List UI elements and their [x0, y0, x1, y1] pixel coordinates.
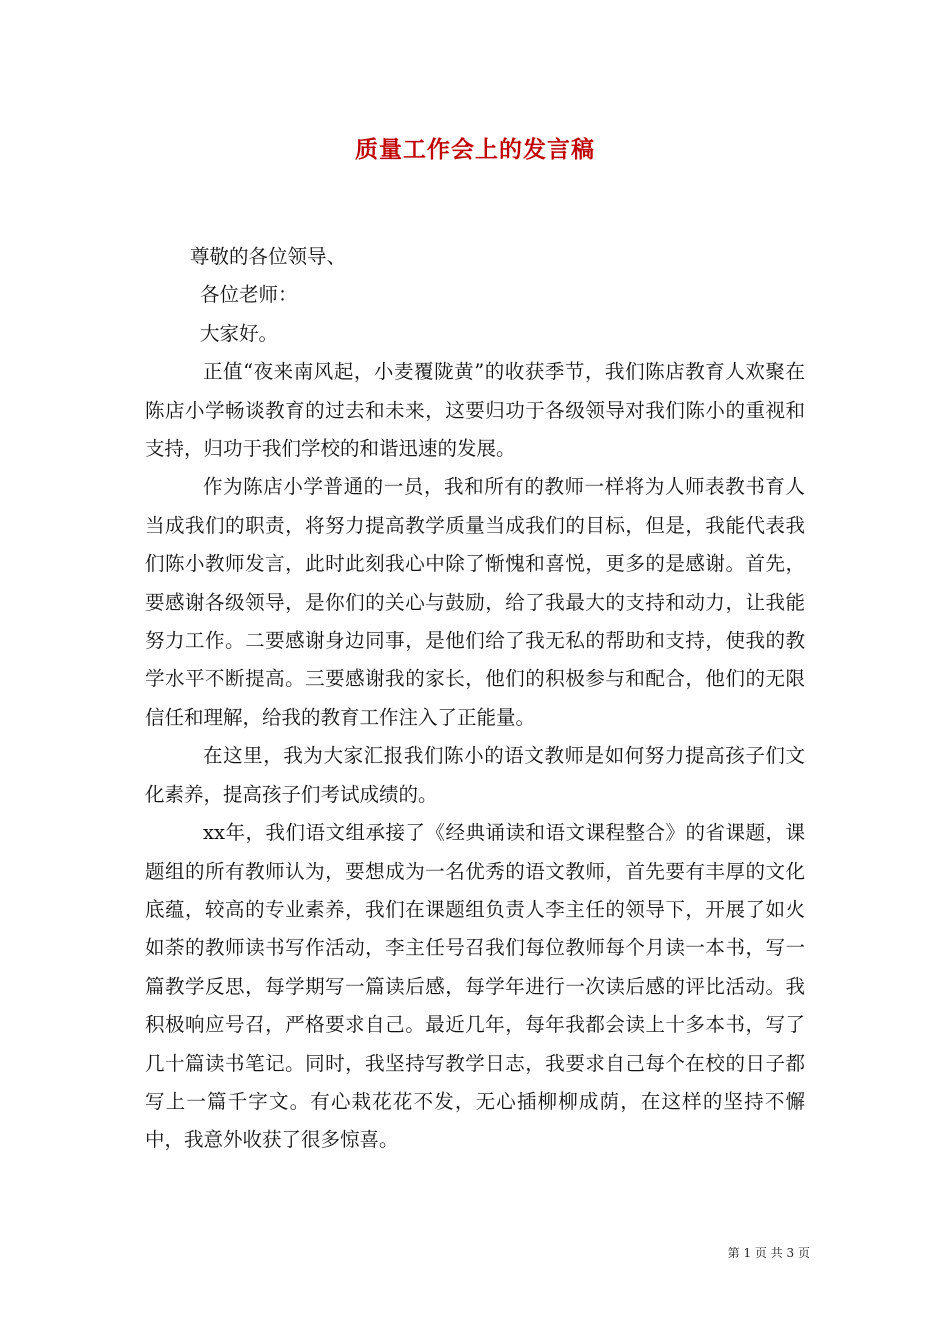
paragraph: xx年，我们语文组承接了《经典诵读和语文课程整合》的省课题，课题组的所有教师认为，要想成为一名优秀的语文教师，首先要有丰厚的文化底蕴，较高的专业素养，我们在课题组负责人李主任的领导下，开展了如火如荼的教师读书写作活动，李主任号召我们每位教师每个月读一本书，写一篇教学反思，每学期写一篇读后感，每学年进行一次读后感的评比活动。我积极响应号召，严格要求自己。最近几年，每年我都会读上十多本书，写了几十篇读书笔记。同时，我坚持写教学日志，我要求自己每个在校的日子都写上一篇千字文。有心栽花花不发，无心插柳柳成荫，在这样的坚持不懈中，我意外收获了很多惊喜。 — [145, 821, 805, 1152]
document-title: 质量工作会上的发言稿 — [355, 136, 595, 163]
paragraph: 正值“夜来南风起，小麦覆陇黄”的收获季节，我们陈店教育人欢聚在陈店小学畅谈教育的过去和未来，这要归功于各级领导对我们陈小的重视和支持，归功于我们学校的和谐迅速的发展。 — [145, 360, 805, 461]
document-body — [145, 238, 805, 1160]
greeting: 大家好。 — [200, 321, 279, 345]
salutation-leaders: 尊敬的各位领导、 — [190, 245, 347, 268]
paragraph: 在这里，我为大家汇报我们陈小的语文教师是如何努力提高孩子们文化素养，提高孩子们考试成绩的。 — [145, 744, 805, 806]
salutation-teachers: 各位老师： — [200, 283, 298, 307]
page-number: 第 1 页 共 3 页 — [727, 1246, 810, 1260]
paragraph: 作为陈店小学普通的一员，我和所有的教师一样将为人师表教书育人当成我们的职责，将努力提高教学质量当成我们的目标，但是，我能代表我们陈小教师发言，此时此刻我心中除了惭愧和喜悦，更多的是感谢。首先，要感谢各级领导，是你们的关心与鼓励，给了我最大的支持和动力，让我能努力工作。二要感谢身边同事，是他们给了我无私的帮助和支持，使我的教学水平不断提高。三要感谢我的家长，他们的积极参与和配合，他们的无限信任和理解，给我的教育工作注入了正能量。 — [145, 475, 805, 729]
